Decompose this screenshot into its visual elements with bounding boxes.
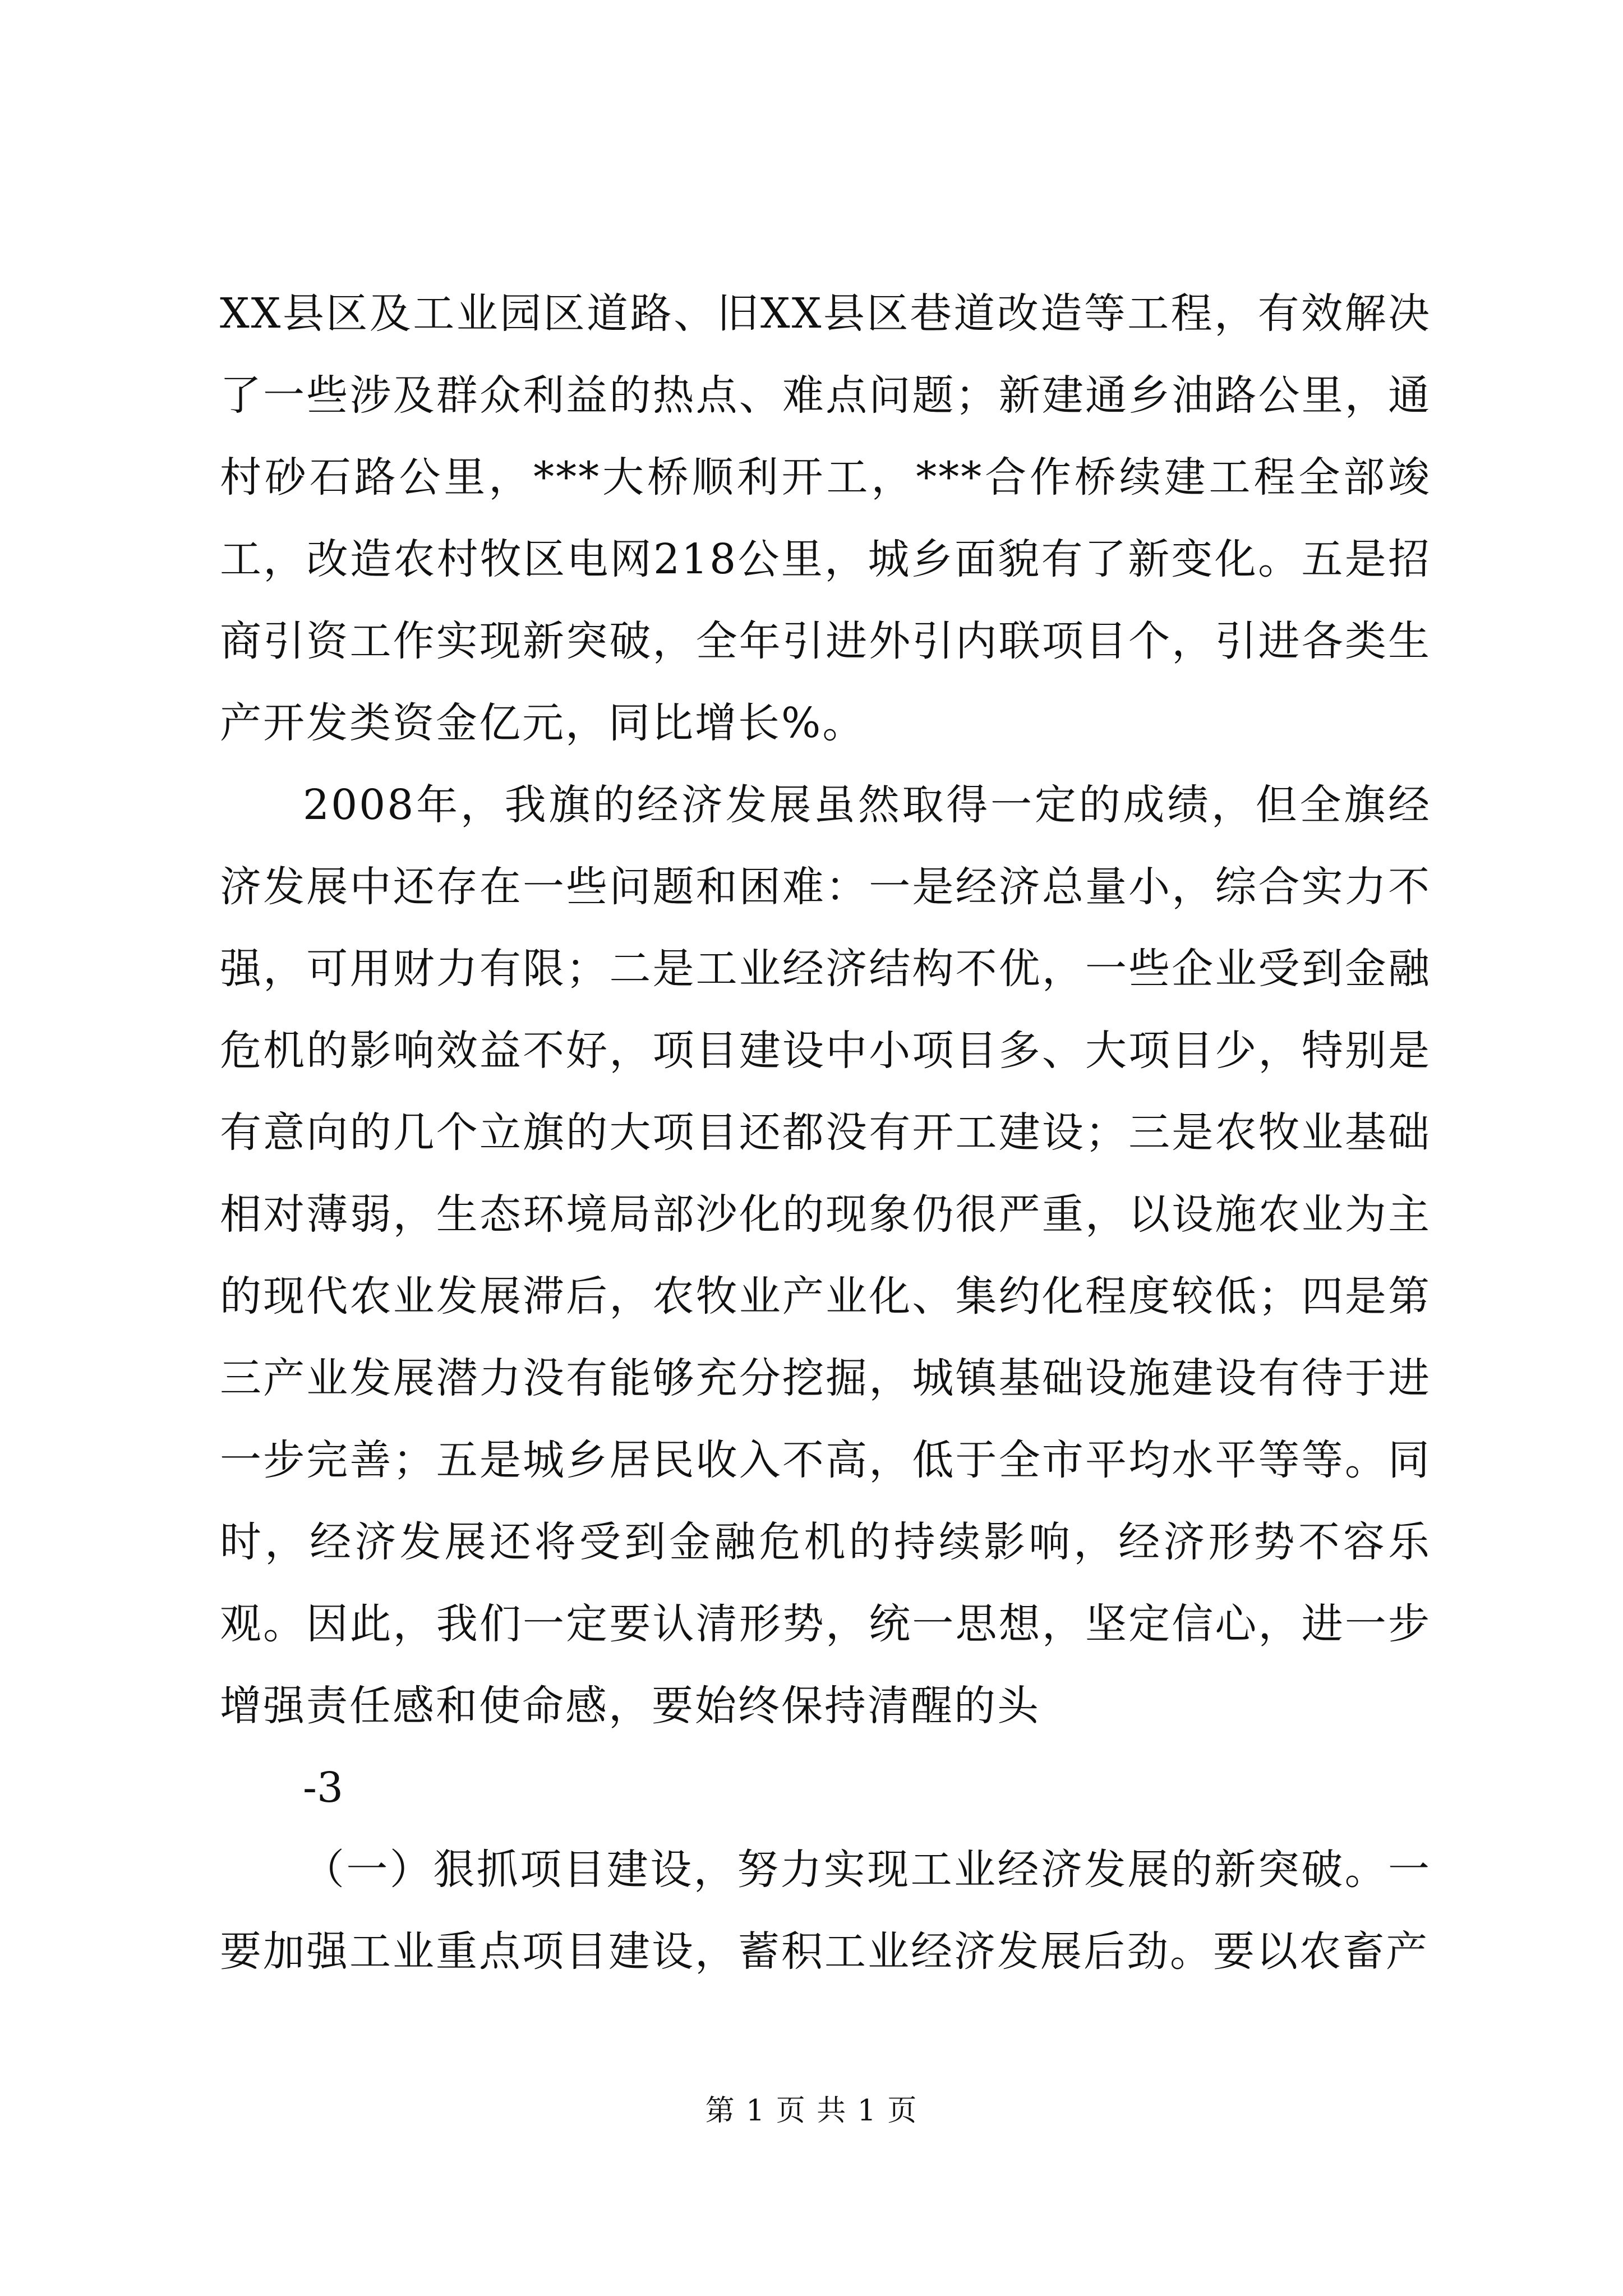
paragraph-problems: 2008年，我旗的经济发展虽然取得一定的成绩，但全旗经济发展中还存在一些问题和困难：一是经济总量小，综合实力不强，可用财力有限；二是工业经济结构不优，一些企业受到金融危机的影响效益不好，项目建设中小项目多、大项目少，特别是有意向的几个立旗的大项目还都没有开工建设；三是农牧业基础相对薄弱，生态环境局部沙化的现象仍很严重，以设施农业为主的现代农业发展滞后，农牧业产业化、集约化程度较低；四是第三产业发展潜力没有能够充分挖掘，城镇基础设施建设有待于进一步完善；五是城乡居民收入不高，低于全市平均水平等等。同时，经济发展还将受到金融危机的持续影响，经济形势不容乐观。因此，我们一定要认清形势，统一思想，坚定信心，进一步增强责任感和使命感，要始终保持清醒的头 (220, 781, 1431, 1730)
document-body (220, 273, 1431, 1993)
page-marker: -3 (303, 1764, 344, 1812)
paragraph-section-one: （一）狠抓项目建设，努力实现工业经济发展的新突破。一要加强工业重点项目建设，蓄积工业经济发展后劲。要以农畜产 (220, 1846, 1431, 1976)
paragraph-continued: XX县区及工业园区道路、旧XX县区巷道改造等工程，有效解决了一些涉及群众利益的热点、难点问题；新建通乡油路公里，通村砂石路公里，***大桥顺利开工，***合作桥续建工程全部竣工，改造农村牧区电网218公里，城乡面貌有了新变化。五是招商引资工作实现新突破，全年引进外引内联项目个，引进各类生产开发类资金亿元，同比增长%。 (220, 289, 1431, 747)
page-footer: 第 1 页 共 1 页 (705, 2094, 918, 2128)
